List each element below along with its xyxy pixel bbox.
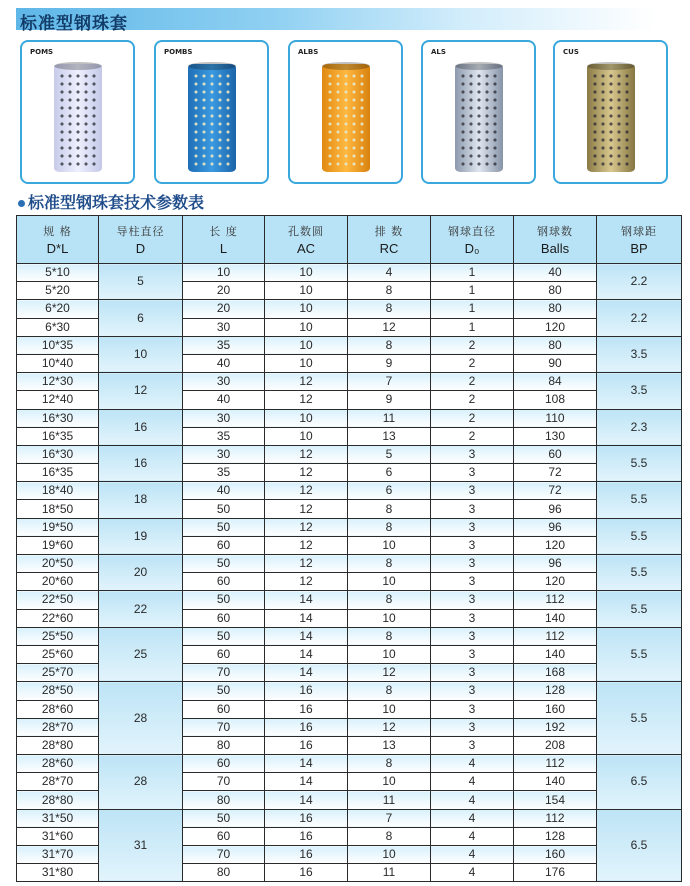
cell-ball-count: 80 (514, 282, 597, 300)
cell-ball-pitch: 5.5 (597, 555, 682, 591)
cell-ball-pitch: 5.5 (597, 627, 682, 682)
cell-row-count: 11 (348, 409, 431, 427)
product-gallery (20, 40, 680, 185)
cell-guide-diameter: 20 (99, 555, 183, 591)
page-title-bar (16, 8, 656, 34)
table-header-row (17, 216, 682, 264)
cell-ball-count: 72 (514, 464, 597, 482)
column-header-zh: 钢球数 (537, 224, 573, 238)
table-row (17, 627, 682, 645)
cell-ball-diameter: 3 (431, 555, 514, 573)
cell-hole-count: 16 (265, 700, 348, 718)
cell-length: 60 (183, 645, 265, 663)
cell-ball-pitch: 2.2 (597, 300, 682, 336)
cell-hole-count: 12 (265, 391, 348, 409)
cell-hole-count: 16 (265, 846, 348, 864)
cell-hole-count: 14 (265, 755, 348, 773)
cell-ball-diameter: 3 (431, 518, 514, 536)
cell-guide-diameter: 31 (99, 809, 183, 882)
table-row (17, 591, 682, 609)
cell-length: 60 (183, 573, 265, 591)
column-header-zh: 钢球直径 (448, 224, 496, 238)
ball-cage-image (455, 64, 503, 172)
cell-ball-count: 110 (514, 409, 597, 427)
cell-length: 50 (183, 682, 265, 700)
column-header-row-count (348, 216, 431, 264)
cell-ball-count: 72 (514, 482, 597, 500)
cell-guide-diameter: 28 (99, 682, 183, 755)
table-row (17, 409, 682, 427)
cell-ball-diameter: 4 (431, 791, 514, 809)
cell-spec: 28*80 (17, 736, 99, 754)
cell-ball-count: 96 (514, 555, 597, 573)
cell-ball-pitch: 6.5 (597, 809, 682, 882)
column-header-length (183, 216, 265, 264)
cell-ball-diameter: 1 (431, 300, 514, 318)
cell-spec: 6*30 (17, 318, 99, 336)
cell-hole-count: 14 (265, 609, 348, 627)
column-header-en: D (135, 240, 146, 256)
cell-row-count: 8 (348, 827, 431, 845)
cell-spec: 20*50 (17, 555, 99, 573)
cell-ball-pitch: 5.5 (597, 518, 682, 554)
cell-ball-diameter: 1 (431, 282, 514, 300)
cell-row-count: 8 (348, 555, 431, 573)
cell-hole-count: 16 (265, 682, 348, 700)
cell-row-count: 10 (348, 536, 431, 554)
column-header-en: AC (296, 240, 316, 256)
cell-row-count: 10 (348, 700, 431, 718)
cell-hole-count: 10 (265, 282, 348, 300)
cell-ball-count: 140 (514, 645, 597, 663)
table-row (17, 264, 682, 282)
column-header-en: L (219, 240, 228, 256)
cell-spec: 16*35 (17, 427, 99, 445)
cell-ball-diameter: 2 (431, 391, 514, 409)
table-body (17, 264, 682, 882)
cell-ball-diameter: 3 (431, 736, 514, 754)
cell-length: 60 (183, 609, 265, 627)
cell-ball-count: 60 (514, 445, 597, 463)
cell-row-count: 10 (348, 773, 431, 791)
cell-hole-count: 12 (265, 573, 348, 591)
cell-ball-diameter: 4 (431, 827, 514, 845)
cell-hole-count: 10 (265, 318, 348, 336)
cell-spec: 16*35 (17, 464, 99, 482)
cell-length: 40 (183, 391, 265, 409)
cell-row-count: 10 (348, 609, 431, 627)
cell-spec: 19*60 (17, 536, 99, 554)
cell-length: 60 (183, 536, 265, 554)
cell-ball-count: 108 (514, 391, 597, 409)
cell-hole-count: 14 (265, 664, 348, 682)
cell-hole-count: 10 (265, 427, 348, 445)
cell-ball-count: 90 (514, 354, 597, 372)
product-code: ALS (431, 48, 446, 56)
cell-ball-pitch: 3.5 (597, 336, 682, 372)
column-header-hole-count (265, 216, 348, 264)
cell-guide-diameter: 25 (99, 627, 183, 682)
cell-ball-diameter: 3 (431, 536, 514, 554)
cell-row-count: 9 (348, 354, 431, 372)
cell-length: 50 (183, 555, 265, 573)
ball-cage-image (587, 64, 635, 172)
cell-hole-count: 14 (265, 645, 348, 663)
cell-row-count: 11 (348, 791, 431, 809)
cell-ball-count: 160 (514, 846, 597, 864)
cell-guide-diameter: 10 (99, 336, 183, 372)
cell-hole-count: 16 (265, 827, 348, 845)
bullet-icon (18, 200, 25, 207)
cell-ball-diameter: 3 (431, 645, 514, 663)
cell-guide-diameter: 12 (99, 373, 183, 409)
cell-row-count: 6 (348, 464, 431, 482)
cell-hole-count: 12 (265, 518, 348, 536)
cell-spec: 25*60 (17, 645, 99, 663)
cell-spec: 6*20 (17, 300, 99, 318)
cell-row-count: 6 (348, 482, 431, 500)
cell-ball-count: 208 (514, 736, 597, 754)
page-title: 标准型钢珠套 (20, 14, 128, 34)
cell-spec: 22*50 (17, 591, 99, 609)
cell-row-count: 13 (348, 427, 431, 445)
cell-ball-diameter: 1 (431, 264, 514, 282)
cell-spec: 25*70 (17, 664, 99, 682)
cell-ball-count: 192 (514, 718, 597, 736)
cell-length: 40 (183, 354, 265, 372)
cell-row-count: 9 (348, 391, 431, 409)
cell-hole-count: 10 (265, 409, 348, 427)
cell-ball-diameter: 3 (431, 464, 514, 482)
cell-ball-diameter: 2 (431, 409, 514, 427)
cell-spec: 5*10 (17, 264, 99, 282)
cell-row-count: 10 (348, 645, 431, 663)
cell-length: 60 (183, 755, 265, 773)
cell-spec: 28*60 (17, 700, 99, 718)
column-header-spec (17, 216, 99, 264)
cell-row-count: 12 (348, 664, 431, 682)
cell-length: 80 (183, 864, 265, 882)
cell-guide-diameter: 6 (99, 300, 183, 336)
product-code: CUS (563, 48, 579, 56)
cell-row-count: 8 (348, 300, 431, 318)
cell-ball-count: 112 (514, 755, 597, 773)
column-header-en: D*L (46, 240, 69, 256)
cell-hole-count: 12 (265, 500, 348, 518)
cell-ball-pitch: 2.3 (597, 409, 682, 445)
cell-guide-diameter: 28 (99, 755, 183, 810)
cell-hole-count: 10 (265, 300, 348, 318)
cell-ball-count: 128 (514, 827, 597, 845)
cell-length: 30 (183, 409, 265, 427)
column-header-guide-diameter (99, 216, 183, 264)
cell-hole-count: 12 (265, 373, 348, 391)
cell-row-count: 8 (348, 518, 431, 536)
cell-ball-count: 40 (514, 264, 597, 282)
cell-ball-pitch: 3.5 (597, 373, 682, 409)
cell-ball-diameter: 3 (431, 664, 514, 682)
cell-ball-count: 140 (514, 609, 597, 627)
cell-guide-diameter: 19 (99, 518, 183, 554)
cell-guide-diameter: 22 (99, 591, 183, 627)
cell-length: 50 (183, 518, 265, 536)
column-header-zh: 导柱直径 (116, 224, 165, 238)
cell-hole-count: 10 (265, 354, 348, 372)
product-card-als (421, 40, 536, 184)
cell-ball-diameter: 2 (431, 373, 514, 391)
cell-hole-count: 12 (265, 482, 348, 500)
cell-ball-count: 96 (514, 518, 597, 536)
cell-ball-diameter: 3 (431, 682, 514, 700)
cell-length: 50 (183, 500, 265, 518)
cell-length: 70 (183, 773, 265, 791)
product-card-pombs (154, 40, 269, 184)
column-header-ball-count (514, 216, 597, 264)
column-header-en: RC (379, 240, 399, 256)
cell-hole-count: 14 (265, 791, 348, 809)
cell-ball-diameter: 3 (431, 609, 514, 627)
cell-spec: 31*60 (17, 827, 99, 845)
cell-spec: 28*50 (17, 682, 99, 700)
cell-ball-pitch: 5.5 (597, 682, 682, 755)
cell-hole-count: 14 (265, 627, 348, 645)
cell-ball-count: 168 (514, 664, 597, 682)
ball-cage-image (54, 64, 102, 172)
product-code: ALBS (298, 48, 319, 56)
table-row (17, 555, 682, 573)
cell-ball-count: 130 (514, 427, 597, 445)
cell-length: 50 (183, 591, 265, 609)
cell-ball-diameter: 3 (431, 573, 514, 591)
cell-ball-diameter: 2 (431, 427, 514, 445)
column-header-zh: 孔数圆 (288, 224, 324, 238)
cell-spec: 16*30 (17, 445, 99, 463)
cell-row-count: 8 (348, 500, 431, 518)
cell-ball-diameter: 4 (431, 809, 514, 827)
cell-ball-count: 96 (514, 500, 597, 518)
table-row (17, 300, 682, 318)
cell-ball-diameter: 4 (431, 864, 514, 882)
column-header-ball-pitch (597, 216, 682, 264)
table-row (17, 373, 682, 391)
cell-ball-count: 80 (514, 300, 597, 318)
cell-ball-diameter: 4 (431, 755, 514, 773)
cell-ball-count: 120 (514, 318, 597, 336)
spec-table (16, 215, 682, 882)
cell-hole-count: 16 (265, 809, 348, 827)
cell-ball-count: 160 (514, 700, 597, 718)
cell-ball-count: 112 (514, 809, 597, 827)
cell-ball-count: 80 (514, 336, 597, 354)
cell-row-count: 10 (348, 846, 431, 864)
product-card-poms (20, 40, 135, 184)
cell-hole-count: 12 (265, 445, 348, 463)
cell-ball-diameter: 3 (431, 482, 514, 500)
cell-spec: 18*50 (17, 500, 99, 518)
cell-spec: 25*50 (17, 627, 99, 645)
cell-length: 10 (183, 264, 265, 282)
cell-spec: 31*80 (17, 864, 99, 882)
cell-ball-count: 140 (514, 773, 597, 791)
cell-ball-diameter: 3 (431, 627, 514, 645)
cell-length: 70 (183, 846, 265, 864)
cell-hole-count: 16 (265, 736, 348, 754)
product-code: POMBS (164, 48, 193, 56)
cell-ball-diameter: 4 (431, 846, 514, 864)
cell-ball-count: 120 (514, 536, 597, 554)
column-header-en: Balls (540, 240, 570, 256)
column-header-ball-diameter (431, 216, 514, 264)
cell-spec: 31*70 (17, 846, 99, 864)
cell-guide-diameter: 16 (99, 409, 183, 445)
column-header-en: BP (630, 240, 648, 256)
cell-ball-diameter: 4 (431, 773, 514, 791)
cell-ball-diameter: 3 (431, 591, 514, 609)
cell-hole-count: 10 (265, 264, 348, 282)
cell-ball-diameter: 3 (431, 500, 514, 518)
cell-length: 30 (183, 373, 265, 391)
cell-spec: 28*70 (17, 773, 99, 791)
cell-guide-diameter: 5 (99, 264, 183, 300)
cell-spec: 10*35 (17, 336, 99, 354)
column-header-zh: 规 格 (43, 224, 72, 238)
ball-cage-image (188, 64, 236, 172)
cell-row-count: 10 (348, 573, 431, 591)
cell-row-count: 8 (348, 591, 431, 609)
cell-length: 80 (183, 736, 265, 754)
cell-length: 30 (183, 318, 265, 336)
cell-row-count: 13 (348, 736, 431, 754)
cell-row-count: 11 (348, 864, 431, 882)
cell-length: 20 (183, 282, 265, 300)
cell-hole-count: 14 (265, 773, 348, 791)
cell-length: 35 (183, 336, 265, 354)
cell-ball-count: 176 (514, 864, 597, 882)
cell-hole-count: 10 (265, 336, 348, 354)
cell-length: 50 (183, 627, 265, 645)
cell-row-count: 8 (348, 682, 431, 700)
cell-hole-count: 12 (265, 536, 348, 554)
cell-spec: 19*50 (17, 518, 99, 536)
cell-spec: 28*80 (17, 791, 99, 809)
cell-hole-count: 12 (265, 464, 348, 482)
cell-spec: 16*30 (17, 409, 99, 427)
table-row (17, 809, 682, 827)
cell-ball-count: 112 (514, 627, 597, 645)
cell-spec: 5*20 (17, 282, 99, 300)
cell-spec: 28*60 (17, 755, 99, 773)
cell-spec: 18*40 (17, 482, 99, 500)
cell-ball-diameter: 3 (431, 445, 514, 463)
cell-row-count: 8 (348, 282, 431, 300)
table-row (17, 482, 682, 500)
cell-length: 60 (183, 700, 265, 718)
cell-length: 35 (183, 464, 265, 482)
cell-ball-pitch: 5.5 (597, 445, 682, 481)
cell-spec: 12*40 (17, 391, 99, 409)
cell-hole-count: 16 (265, 864, 348, 882)
cell-spec: 12*30 (17, 373, 99, 391)
column-header-zh: 长 度 (209, 224, 238, 238)
cell-length: 50 (183, 809, 265, 827)
cell-hole-count: 14 (265, 591, 348, 609)
cell-row-count: 12 (348, 718, 431, 736)
cell-guide-diameter: 18 (99, 482, 183, 518)
cell-ball-diameter: 1 (431, 318, 514, 336)
cell-length: 40 (183, 482, 265, 500)
ball-cage-image (322, 64, 370, 172)
cell-row-count: 8 (348, 755, 431, 773)
cell-length: 20 (183, 300, 265, 318)
cell-length: 80 (183, 791, 265, 809)
product-card-albs (288, 40, 403, 184)
cell-spec: 10*40 (17, 354, 99, 372)
column-header-en: D₀ (464, 240, 480, 256)
cell-ball-diameter: 2 (431, 336, 514, 354)
cell-spec: 20*60 (17, 573, 99, 591)
column-header-zh: 钢球距 (621, 224, 657, 238)
cell-row-count: 8 (348, 627, 431, 645)
cell-row-count: 8 (348, 336, 431, 354)
cell-spec: 31*50 (17, 809, 99, 827)
cell-length: 60 (183, 827, 265, 845)
cell-ball-diameter: 2 (431, 354, 514, 372)
product-code: POMS (30, 48, 54, 56)
table-row (17, 445, 682, 463)
table-title-text: 标准型钢珠套技术参数表 (28, 193, 205, 212)
cell-spec: 22*60 (17, 609, 99, 627)
cell-ball-count: 84 (514, 373, 597, 391)
cell-spec: 28*70 (17, 718, 99, 736)
cell-row-count: 7 (348, 373, 431, 391)
cell-row-count: 12 (348, 318, 431, 336)
cell-ball-diameter: 3 (431, 700, 514, 718)
cell-ball-count: 154 (514, 791, 597, 809)
cell-hole-count: 16 (265, 718, 348, 736)
table-row (17, 336, 682, 354)
table-row (17, 682, 682, 700)
cell-length: 70 (183, 718, 265, 736)
table-title (18, 190, 204, 213)
table-row (17, 755, 682, 773)
cell-guide-diameter: 16 (99, 445, 183, 481)
cell-ball-pitch: 2.2 (597, 264, 682, 300)
cell-length: 30 (183, 445, 265, 463)
product-card-cus (553, 40, 668, 184)
table-row (17, 518, 682, 536)
cell-row-count: 4 (348, 264, 431, 282)
cell-row-count: 7 (348, 809, 431, 827)
cell-row-count: 5 (348, 445, 431, 463)
cell-length: 70 (183, 664, 265, 682)
cell-ball-diameter: 3 (431, 718, 514, 736)
cell-ball-count: 120 (514, 573, 597, 591)
cell-ball-pitch: 6.5 (597, 755, 682, 810)
cell-ball-count: 128 (514, 682, 597, 700)
cell-ball-count: 112 (514, 591, 597, 609)
cell-ball-pitch: 5.5 (597, 482, 682, 518)
column-header-zh: 排 数 (374, 224, 404, 238)
cell-length: 35 (183, 427, 265, 445)
cell-ball-pitch: 5.5 (597, 591, 682, 627)
cell-hole-count: 12 (265, 555, 348, 573)
